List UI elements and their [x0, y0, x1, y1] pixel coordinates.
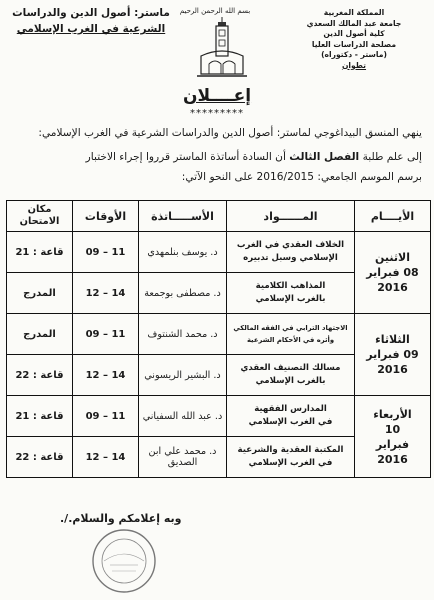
day-date-line: 10: [384, 422, 401, 436]
intro-line-2: [8, 150, 422, 165]
subject-cell: [227, 437, 355, 478]
intro-text: أن السادة أساتذة الماستر قرروا إجراء الاختبار: [85, 151, 286, 163]
header-line: كلية أصول الدين: [323, 29, 385, 38]
basmala: بسم الله الرحمن الرحيم: [179, 7, 251, 15]
room-cell: قاعة : 21: [7, 232, 73, 273]
subject-cell: [227, 314, 355, 355]
header-line: مصلحة الدراسات العليا: [311, 39, 397, 49]
day-name: الاثنين: [375, 251, 410, 264]
time-cell: 09 – 11: [73, 232, 139, 273]
subject-line: في الغرب الإسلامي: [248, 458, 333, 468]
master-title-line1: ماستر: أصول الدين والدراسات: [12, 7, 170, 19]
room-cell: المدرج: [7, 314, 73, 355]
table-header-row: [7, 201, 431, 232]
header-subject: المــــــواد: [227, 201, 355, 232]
header-day: الأيــــام: [355, 201, 431, 232]
day-date: 09 فبراير 2016: [366, 348, 419, 376]
header-line: المملكة المغربية: [323, 8, 385, 17]
room-cell: قاعة : 22: [7, 355, 73, 396]
time-cell: 12 – 14: [73, 355, 139, 396]
intro-text: إلى علم طلبة: [362, 151, 422, 163]
header-professor: الأســـــاتذة: [139, 201, 227, 232]
table-row: [7, 396, 431, 437]
day-date-line: فبراير: [375, 437, 410, 451]
subject-line: وأثره في الأحكام الشرعية: [246, 336, 335, 344]
subject-line: بالغرب الإسلامي: [255, 294, 326, 304]
header-room: [7, 201, 73, 232]
subject-line: مسالك التصنيف العقدي: [240, 363, 341, 373]
subject-line: المكتبة العقدية والشرعية: [237, 445, 344, 455]
official-stamp-icon: [90, 527, 158, 595]
time-cell: 12 – 14: [73, 273, 139, 314]
subject-cell: [227, 396, 355, 437]
subject-line: الاجتهاد الترابي في الفقه المالكي: [233, 324, 348, 332]
subject-line: الإسلامي وسبل تدبيره: [243, 253, 338, 263]
subject-cell: [227, 232, 355, 273]
professor-cell: د. محمد علي ابن الصديق: [139, 437, 227, 478]
subject-line: المذاهب الكلامية: [255, 281, 326, 291]
subject-line: في الغرب الإسلامي: [248, 417, 333, 427]
intro-line-1: ينهي المنسق البيداغوجي لماستر: أصول الدين والدراسات الشرعية في الغرب الإسلامي:: [38, 127, 422, 139]
room-cell: قاعة : 22: [7, 437, 73, 478]
header-city: تطوان: [341, 60, 367, 70]
day-date-line: 2016: [377, 452, 408, 466]
subject-cell: [227, 355, 355, 396]
day-cell: [355, 396, 431, 478]
day-name: الثلاثاء: [375, 333, 410, 346]
day-name: الأربعاء: [373, 407, 412, 421]
room-cell: قاعة : 21: [7, 396, 73, 437]
header-line: (ماستر - دكتوراه): [321, 50, 387, 59]
professor-cell: د. محمد الشنتوف: [139, 314, 227, 355]
time-cell: 09 – 11: [73, 314, 139, 355]
subject-cell: [227, 273, 355, 314]
room-cell: المدرج: [7, 273, 73, 314]
exam-schedule-table: [6, 200, 431, 478]
subject-line: الخلاف العقدي في الغرب: [236, 240, 345, 250]
professor-cell: د. عبد الله السفياني: [139, 396, 227, 437]
subject-line: المدارس الفقهية: [254, 404, 327, 414]
professor-cell: د. البشير الريسوني: [139, 355, 227, 396]
professor-cell: د. مصطفى بوجمعة: [139, 273, 227, 314]
master-title: [6, 5, 176, 37]
closing-line: وبه إعلامكم والسلام./.: [60, 512, 182, 525]
day-cell: [355, 232, 431, 314]
announcement-title: إعــــلان: [182, 86, 252, 106]
header-room-line1: مكان: [27, 204, 52, 215]
header-room-line2: الامتحان: [19, 216, 60, 227]
table-row: [7, 314, 431, 355]
header-time: الأوقات: [73, 201, 139, 232]
header-line: جامعة عبد المالك السعدي: [306, 18, 402, 28]
day-date: 08 فبراير 2016: [366, 266, 419, 294]
subject-line: بالغرب الإسلامي: [255, 376, 326, 386]
master-title-line2: الشرعية في الغرب الإسلامي: [16, 23, 166, 35]
time-cell: 09 – 11: [73, 396, 139, 437]
intro-line-3: برسم الموسم الجامعي: 2016/2015 على النحو الآتي:: [181, 171, 422, 183]
semester-highlight: الفصل الثالث: [289, 151, 360, 163]
title-stars: *********: [190, 108, 244, 119]
professor-cell: د. يوسف بنلمهدي: [139, 232, 227, 273]
institution-header: [284, 8, 424, 71]
day-cell: [355, 314, 431, 396]
time-cell: 12 – 14: [73, 437, 139, 478]
minaret-logo-icon: [195, 16, 249, 80]
table-row: [7, 232, 431, 273]
